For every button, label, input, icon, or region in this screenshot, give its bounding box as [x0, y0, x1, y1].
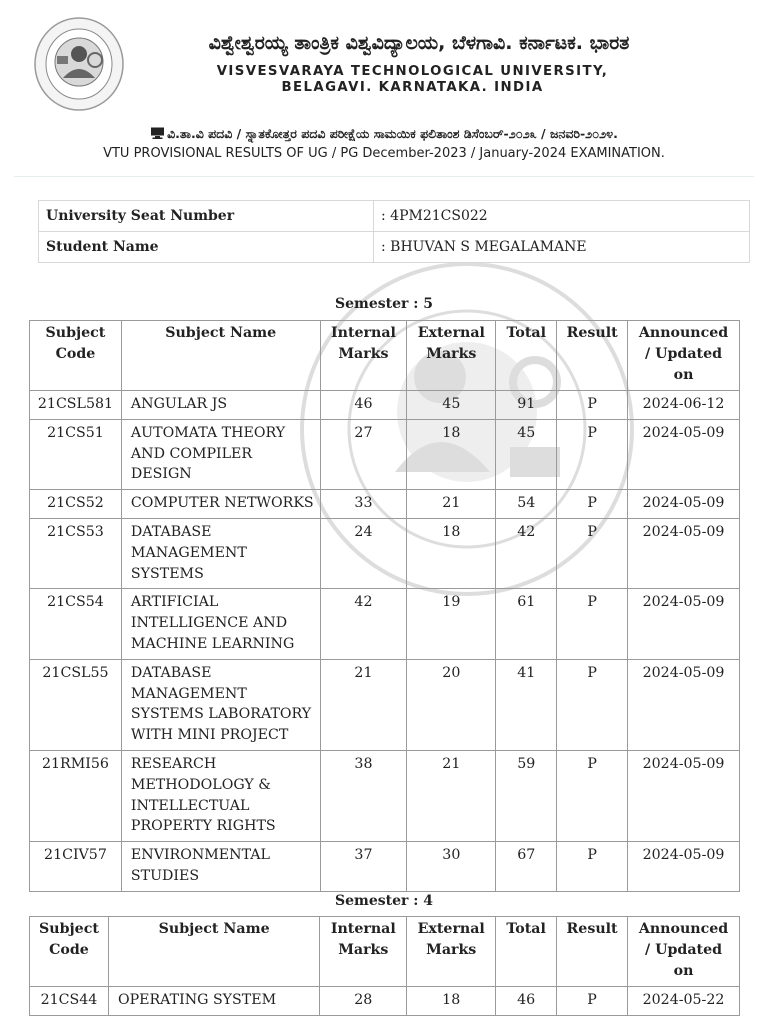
- announced-date: 2024-06-12: [628, 391, 740, 420]
- subject-code: 21RMI56: [30, 750, 122, 841]
- external-marks: 18: [407, 987, 496, 1016]
- announced-date: 2024-05-09: [628, 518, 740, 588]
- university-title-line2: BELAGAVI. KARNATAKA. INDIA: [281, 80, 544, 95]
- announced-date: 2024-05-22: [628, 987, 740, 1016]
- results-subtitle-kannada: [0, 126, 768, 142]
- internal-marks: 28: [320, 987, 407, 1016]
- table-header-row: [30, 917, 740, 987]
- col-subject-name: Subject Name: [121, 321, 320, 391]
- subject-name: ANGULAR JS: [121, 391, 320, 420]
- announced-date: 2024-05-09: [628, 589, 740, 659]
- total-marks: 91: [496, 391, 557, 420]
- external-marks: 20: [407, 659, 496, 750]
- subject-code: 21CS52: [30, 490, 122, 519]
- internal-marks: 21: [320, 659, 407, 750]
- student-info-table: [38, 200, 750, 263]
- result: P: [557, 842, 628, 892]
- col-subject-code: Subject Code: [30, 917, 109, 987]
- university-title-line1: VISVESVARAYA TECHNOLOGICAL UNIVERSITY,: [216, 64, 609, 79]
- usn-value: : 4PM21CS022: [374, 201, 750, 232]
- table-row: [30, 750, 740, 841]
- subject-name: ARTIFICIAL INTELLIGENCE AND MACHINE LEARNING: [121, 589, 320, 659]
- table-header-row: [30, 321, 740, 391]
- col-total: Total: [496, 321, 557, 391]
- subject-name: DATABASE MANAGEMENT SYSTEMS: [121, 518, 320, 588]
- total-marks: 59: [496, 750, 557, 841]
- announced-date: 2024-05-09: [628, 842, 740, 892]
- subject-code: 21CS53: [30, 518, 122, 588]
- col-result: Result: [557, 321, 628, 391]
- col-internal-marks: Internal Marks: [320, 917, 407, 987]
- semester-title: Semester : 5: [334, 296, 434, 312]
- table-row: [30, 391, 740, 420]
- col-subject-name: Subject Name: [108, 917, 319, 987]
- external-marks: 45: [407, 391, 496, 420]
- total-marks: 54: [496, 490, 557, 519]
- results-subtitle-english: VTU PROVISIONAL RESULTS OF UG / PG December-2023 / January-2024 EXAMINATION.: [103, 146, 665, 161]
- result: P: [557, 987, 628, 1016]
- total-marks: 41: [496, 659, 557, 750]
- semester-results-table: [29, 320, 740, 892]
- result: P: [557, 750, 628, 841]
- subject-code: 21CS44: [30, 987, 109, 1016]
- subject-name: OPERATING SYSTEM: [108, 987, 319, 1016]
- table-row: [30, 419, 740, 489]
- subject-code: 21CS51: [30, 419, 122, 489]
- internal-marks: 37: [320, 842, 407, 892]
- col-total: Total: [496, 917, 557, 987]
- header-divider: [14, 176, 754, 177]
- table-row: [30, 659, 740, 750]
- subject-name: ENVIRONMENTAL STUDIES: [121, 842, 320, 892]
- internal-marks: 24: [320, 518, 407, 588]
- semester-title: Semester : 4: [334, 893, 434, 909]
- total-marks: 45: [496, 419, 557, 489]
- col-announced: Announced / Updated on: [628, 321, 740, 391]
- student-name-value: : BHUVAN S MEGALAMANE: [374, 232, 750, 263]
- semester-results-table: [29, 916, 740, 1016]
- col-internal-marks: Internal Marks: [320, 321, 407, 391]
- result: P: [557, 589, 628, 659]
- announced-date: 2024-05-09: [628, 490, 740, 519]
- student-name-row: [39, 232, 750, 263]
- usn-label: University Seat Number: [39, 201, 374, 232]
- university-title-kannada: ವಿಶ್ವೇಶ್ವರಯ್ಯ ತಾಂತ್ರಿಕ ವಿಶ್ವವಿದ್ಯಾಲಯ, ಬೆಳಗಾವಿ. ಕರ್ನಾಟಕ. ಭಾರತ: [208, 32, 630, 54]
- table-row: [30, 490, 740, 519]
- external-marks: 18: [407, 518, 496, 588]
- computer-icon: [150, 127, 165, 139]
- table-row: [30, 589, 740, 659]
- external-marks: 18: [407, 419, 496, 489]
- announced-date: 2024-05-09: [628, 419, 740, 489]
- student-name-label: Student Name: [39, 232, 374, 263]
- total-marks: 61: [496, 589, 557, 659]
- external-marks: 21: [407, 490, 496, 519]
- result: P: [557, 518, 628, 588]
- table-row: [30, 842, 740, 892]
- total-marks: 67: [496, 842, 557, 892]
- internal-marks: 46: [320, 391, 407, 420]
- subject-code: 21CIV57: [30, 842, 122, 892]
- page-header: [0, 0, 768, 178]
- table-row: [30, 987, 740, 1016]
- subject-name: COMPUTER NETWORKS: [121, 490, 320, 519]
- total-marks: 46: [496, 987, 557, 1016]
- total-marks: 42: [496, 518, 557, 588]
- table-row: [30, 518, 740, 588]
- internal-marks: 42: [320, 589, 407, 659]
- subject-code: 21CS54: [30, 589, 122, 659]
- external-marks: 21: [407, 750, 496, 841]
- external-marks: 19: [407, 589, 496, 659]
- result: P: [557, 659, 628, 750]
- announced-date: 2024-05-09: [628, 659, 740, 750]
- internal-marks: 38: [320, 750, 407, 841]
- results-subtitle-kannada-text: ವಿ.ತಾ.ವಿ ಪದವಿ / ಸ್ನಾತಕೋತ್ತರ ಪದವಿ ಪರೀಕ್ಷೆಯ ಸಾಮಯಿಕ ಫಲಿತಾಂಶ ಡಿಸೆಂಬರ್-೨೦೨೩ / ಜನವರಿ-೨೦೨೪.: [167, 126, 618, 141]
- result: P: [557, 419, 628, 489]
- result: P: [557, 490, 628, 519]
- internal-marks: 33: [320, 490, 407, 519]
- col-subject-code: Subject Code: [30, 321, 122, 391]
- subject-name: RESEARCH METHODOLOGY & INTELLECTUAL PROPERTY RIGHTS: [121, 750, 320, 841]
- subject-code: 21CSL55: [30, 659, 122, 750]
- usn-row: [39, 201, 750, 232]
- result: P: [557, 391, 628, 420]
- announced-date: 2024-05-09: [628, 750, 740, 841]
- subject-name: DATABASE MANAGEMENT SYSTEMS LABORATORY WITH MINI PROJECT: [121, 659, 320, 750]
- subject-code: 21CSL581: [30, 391, 122, 420]
- col-external-marks: External Marks: [407, 321, 496, 391]
- col-result: Result: [557, 917, 628, 987]
- university-title-english: [140, 64, 685, 96]
- col-announced: Announced / Updated on: [628, 917, 740, 987]
- subject-name: AUTOMATA THEORY AND COMPILER DESIGN: [121, 419, 320, 489]
- external-marks: 30: [407, 842, 496, 892]
- col-external-marks: External Marks: [407, 917, 496, 987]
- internal-marks: 27: [320, 419, 407, 489]
- university-logo-icon: [33, 16, 125, 112]
